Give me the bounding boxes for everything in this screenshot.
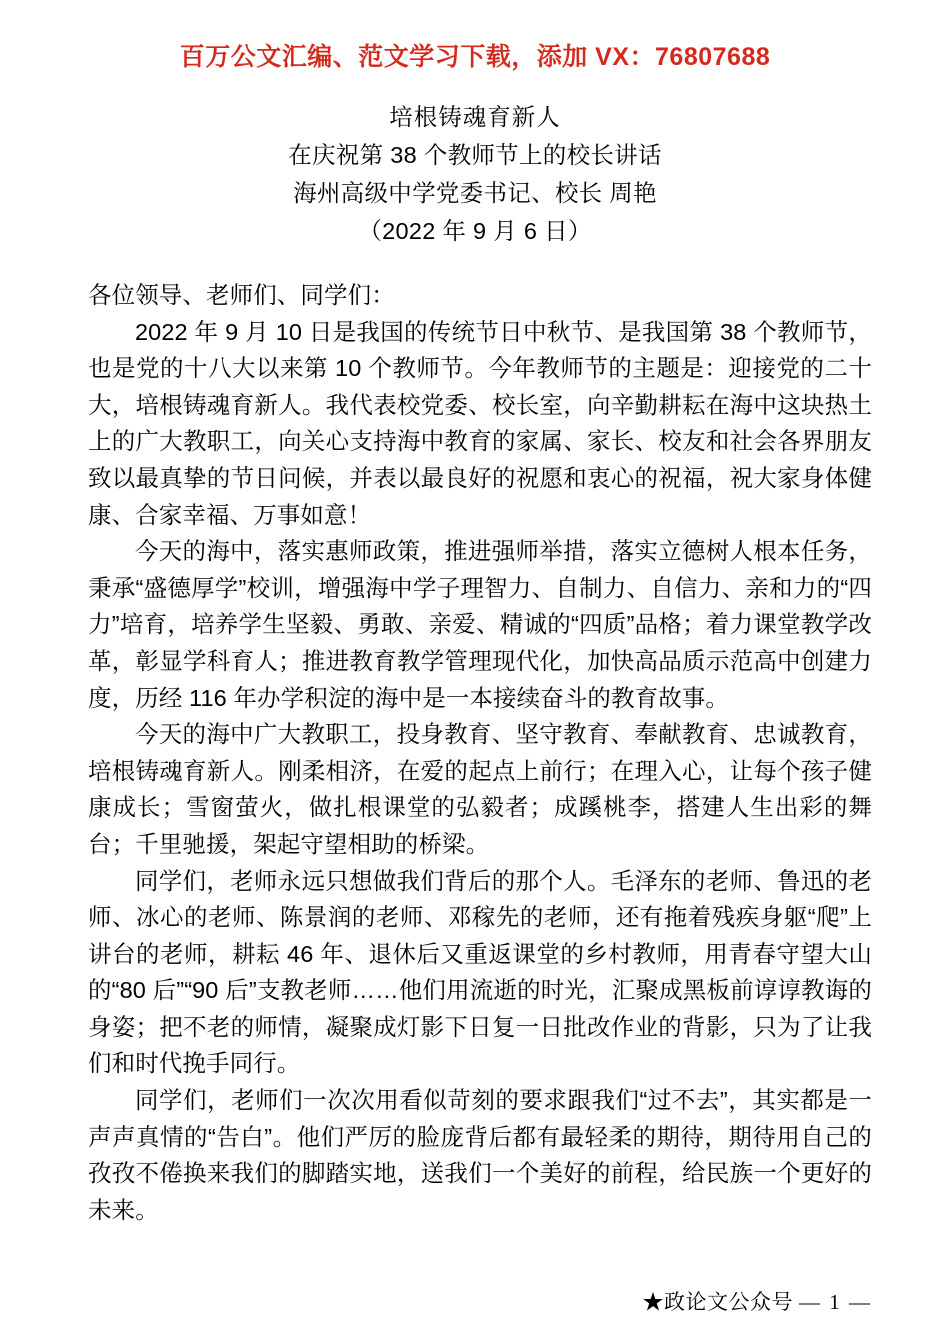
document-subtitle: 在庆祝第 38 个教师节上的校长讲话 [288,142,662,168]
document-title: 培根铸魂育新人 [389,104,561,130]
promo-banner: 百万公文汇编、范文学习下载，添加 VX：76807688 [179,43,771,71]
title-block [0,98,950,250]
body-paragraph-5: 同学们，老师们一次次用看似苛刻的要求跟我们“过不去”，其实都是一声声真情的“告白”。他们严厉的脸庞背后都有最轻柔的期待，期待用自己的孜孜不倦换来我们的脚踏实地，送我们一个美好的前程，给民族一个更好的未来。 [88,1087,872,1223]
body-paragraph-3: 今天的海中广大教职工，投身教育、坚守教育、奉献教育、忠诚教育，培根铸魂育新人。刚柔相济，在爱的起点上前行；在理入心，让每个孩子健康成长；雪窗萤火，做扎根课堂的弘毅者；成蹊桃李，搭建人生出彩的舞台；千里驰援，架起守望相助的桥梁。 [88,721,872,857]
body-paragraph-2: 今天的海中，落实惠师政策，推进强师举措，落实立德树人根本任务，秉承“盛德厚学”校训，增强海中学子理智力、自制力、自信力、亲和力的“四力”培育，培养学生坚毅、勇敢、亲爱、精诚的“四质”品格；着力课堂教学改革，彰显学科育人；推进教育教学管理现代化，加快高品质示范高中创建力度，历经 116 年办学积淀的海中是一本接续奋斗的教育故事。 [88,538,872,711]
document-author: 海州高级中学党委书记、校长 周艳 [293,180,657,206]
page-number: — 1 — [799,1290,872,1314]
page-footer [0,1288,950,1317]
document-date: （2022 年 9 月 6 日） [358,218,592,244]
salutation: 各位领导、老师们、同学们： [88,282,395,308]
body-paragraph-1: 2022 年 9 月 10 日是我国的传统节日中秋节、是我国第 38 个教师节，也是党的十八大以来第 10 个教师节。今年教师节的主题是：迎接党的二十大，培根铸魂育新人。我代表校党委、校长室，向辛勤耕耘在海中这块热土上的广大教职工，向关心支持海中教育的家属、家长、校友和社会各界朋友致以最真挚的节日问候，并表以最良好的祝愿和衷心的祝福，祝大家身体健康、合家幸福、万事如意！ [88,318,872,528]
body-paragraph-4: 同学们，老师永远只想做我们背后的那个人。毛泽东的老师、鲁迅的老师、冰心的老师、陈景润的老师、邓稼先的老师，还有拖着残疾身躯“爬”上讲台的老师，耕耘 46 年、退休后又重返课堂的乡村教师，用青春守望大山的“80 后”“90 后”支教老师……他们用流逝的时光，汇聚成黑板前谆谆教诲的身姿；把不老的师情，凝聚成灯影下日复一日批改作业的背影，只为了让我们和时代挽手同行。 [88,867,872,1077]
document-body [88,277,872,1228]
footer-watermark: ★政论文公众号 [642,1290,793,1314]
